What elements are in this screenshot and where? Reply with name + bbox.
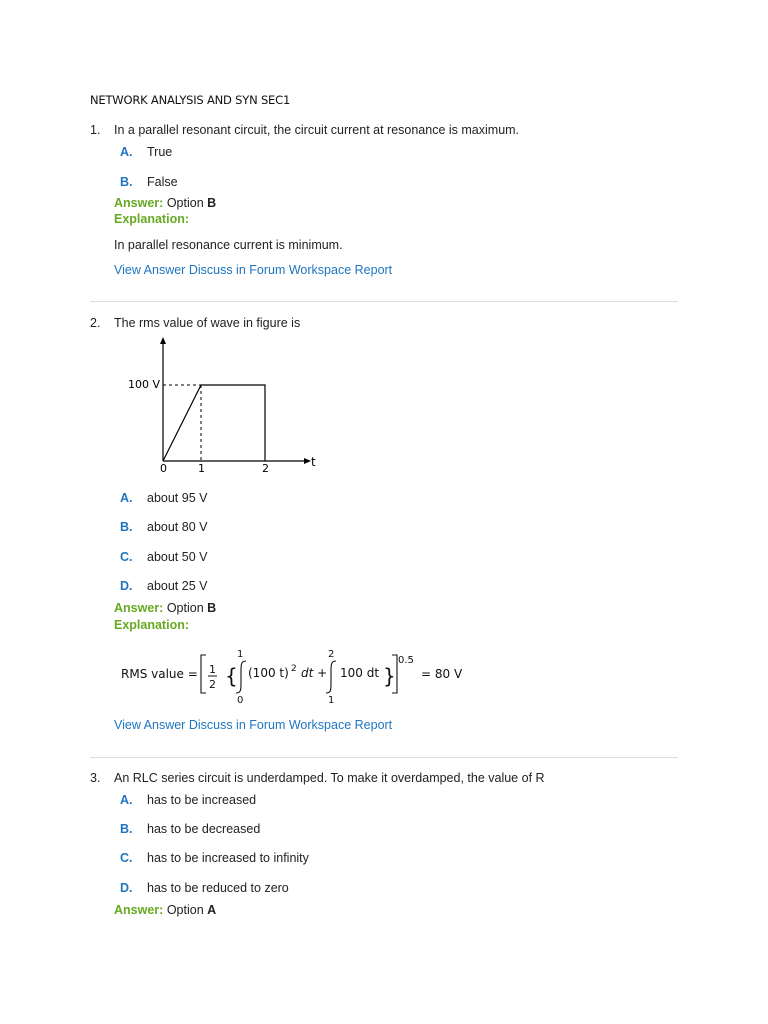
workspace-link[interactable]: Workspace xyxy=(288,263,352,277)
formula-exponent: 0.5 xyxy=(398,655,414,666)
option-word: Option xyxy=(166,601,204,615)
report-link[interactable]: Report xyxy=(354,718,393,732)
integrand-1-exponent: 2 xyxy=(291,664,297,674)
y-axis-arrow-icon xyxy=(160,337,166,344)
option-text[interactable]: about 25 V xyxy=(147,579,208,593)
option-text[interactable]: about 80 V xyxy=(147,520,208,534)
integral-upper: 1 xyxy=(237,649,244,660)
discuss-in-forum-link[interactable]: Discuss in Forum xyxy=(188,263,286,277)
discuss-in-forum-link[interactable]: Discuss in Forum xyxy=(188,718,286,732)
formula-lhs: RMS value = xyxy=(121,667,198,681)
option-text[interactable]: has to be reduced to zero xyxy=(147,881,289,895)
integrand-1: (100 t) xyxy=(248,666,289,680)
y-value-label: 100 V xyxy=(128,378,161,391)
formula-result: = 80 V xyxy=(421,667,463,681)
left-bracket xyxy=(201,655,206,693)
tick-label: 0 xyxy=(160,462,167,475)
view-answer-link[interactable]: View Answer xyxy=(114,718,186,732)
option-letter[interactable]: A. xyxy=(120,491,133,505)
option-text[interactable]: about 50 V xyxy=(147,550,208,564)
option-letter[interactable]: B. xyxy=(120,520,133,534)
question-number: 1. xyxy=(90,123,101,137)
option-text[interactable]: False xyxy=(147,175,178,189)
rms-formula xyxy=(115,643,475,705)
option-word: Option xyxy=(166,196,204,210)
option-letter[interactable]: A. xyxy=(120,145,133,159)
question-links xyxy=(114,718,392,732)
explanation-label: Explanation: xyxy=(114,212,190,226)
divider xyxy=(90,757,678,758)
answer-value: A xyxy=(207,903,217,917)
question-text: An RLC series circuit is underdamped. To make it overdamped, the value of R xyxy=(114,771,545,785)
answer-line xyxy=(114,196,216,210)
tick-label: 1 xyxy=(198,462,205,475)
report-link[interactable]: Report xyxy=(354,263,393,277)
left-brace: { xyxy=(225,664,238,688)
t-axis-arrow-icon xyxy=(304,458,311,464)
question-links xyxy=(114,263,392,277)
integral-upper: 2 xyxy=(328,649,335,660)
answer-line xyxy=(114,903,216,917)
answer-value: B xyxy=(207,601,217,615)
document-title: NETWORK ANALYSIS AND SYN SEC1 xyxy=(90,93,291,107)
integral-sign xyxy=(326,661,336,693)
question-number: 3. xyxy=(90,771,101,785)
answer-label: Answer: xyxy=(114,196,164,210)
option-letter[interactable]: B. xyxy=(120,175,133,189)
option-text[interactable]: about 95 V xyxy=(147,491,208,505)
fraction-numerator: 1 xyxy=(209,663,216,676)
view-answer-link[interactable]: View Answer xyxy=(114,263,186,277)
answer-label: Answer: xyxy=(114,903,164,917)
integrand-1-dt: dt + xyxy=(301,666,328,680)
option-letter[interactable]: C. xyxy=(120,851,133,865)
question-text: In a parallel resonant circuit, the circuit current at resonance is maximum. xyxy=(114,123,520,137)
option-text[interactable]: has to be increased to infinity xyxy=(147,851,309,865)
option-letter[interactable]: C. xyxy=(120,550,133,564)
integral-lower: 0 xyxy=(237,695,244,705)
waveform-line xyxy=(163,385,265,461)
option-word: Option xyxy=(166,903,204,917)
answer-label: Answer: xyxy=(114,601,164,615)
option-text[interactable]: True xyxy=(147,145,173,159)
divider xyxy=(90,301,678,302)
t-axis-label: t xyxy=(311,455,316,469)
integrand-2: 100 dt xyxy=(340,666,380,680)
question-text: The rms value of wave in figure is xyxy=(114,316,301,330)
integral-lower: 1 xyxy=(328,695,335,705)
explanation-label: Explanation: xyxy=(114,618,190,632)
explanation-text: In parallel resonance current is minimum. xyxy=(114,238,343,252)
workspace-link[interactable]: Workspace xyxy=(288,718,352,732)
waveform-figure xyxy=(115,335,335,480)
question-number: 2. xyxy=(90,316,101,330)
answer-value: B xyxy=(207,196,217,210)
answer-line xyxy=(114,601,216,615)
option-text[interactable]: has to be increased xyxy=(147,793,257,807)
tick-label: 2 xyxy=(262,462,269,475)
option-letter[interactable]: D. xyxy=(120,881,133,895)
option-letter[interactable]: D. xyxy=(120,579,133,593)
option-letter[interactable]: B. xyxy=(120,822,133,836)
right-brace: } xyxy=(383,664,396,688)
option-text[interactable]: has to be decreased xyxy=(147,822,261,836)
option-letter[interactable]: A. xyxy=(120,793,133,807)
fraction-denominator: 2 xyxy=(209,678,216,691)
